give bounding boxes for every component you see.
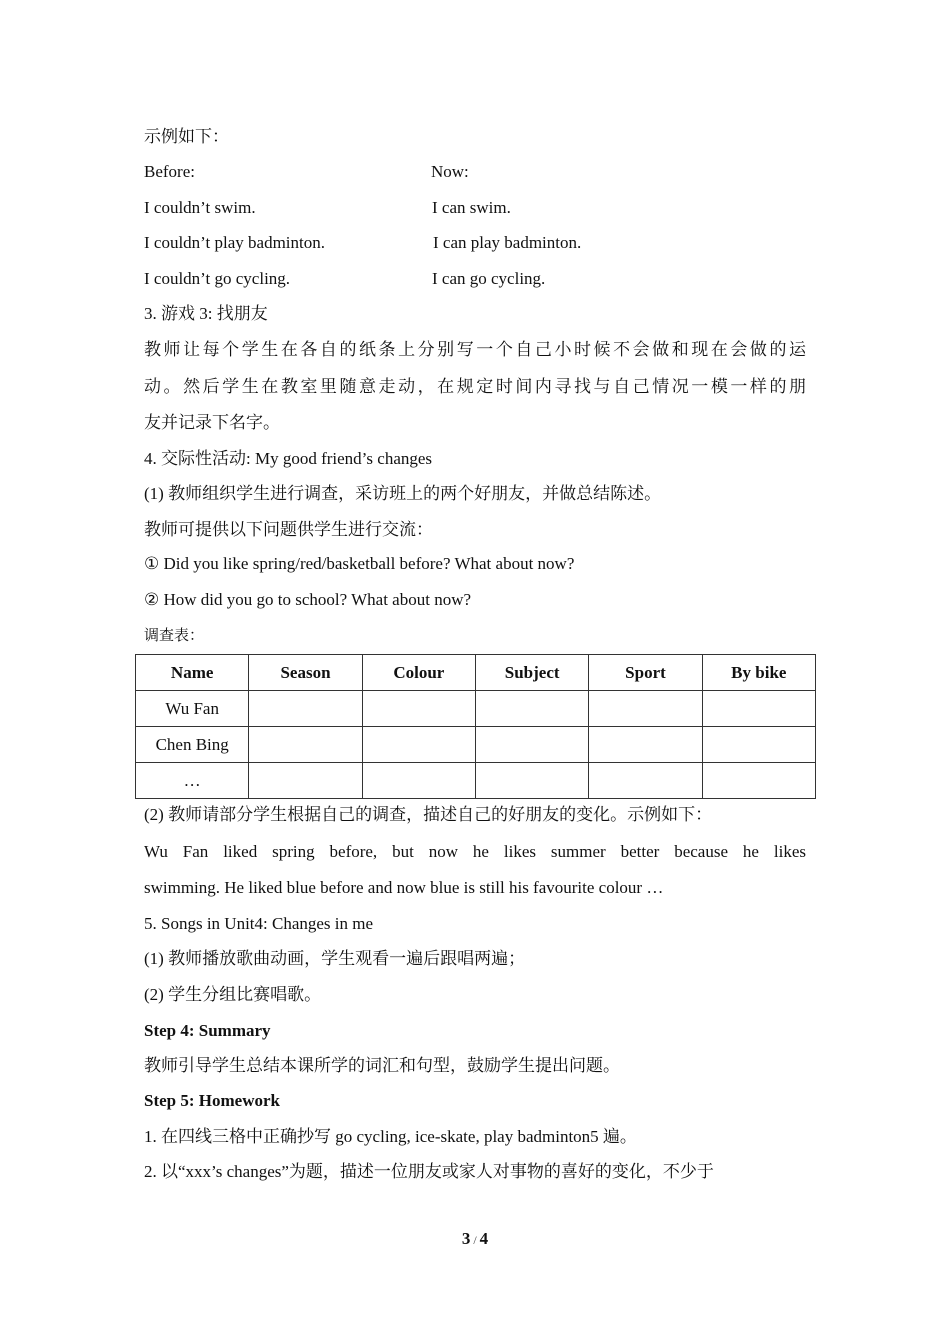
songs5-title: 5. Songs in Unit4: Changes in me [144, 914, 374, 933]
table-cell [362, 727, 475, 763]
before-item: I couldn’t go cycling. [144, 269, 291, 288]
table-row [136, 691, 816, 727]
question-1: ① Did you like spring/red/basketball before? What about now? [144, 554, 575, 573]
survey-table-label: 调查表： [144, 628, 205, 644]
table-cell [475, 763, 588, 799]
current-page: 3 [461, 1229, 471, 1248]
step5-heading: Step 5: Homework [144, 1091, 280, 1110]
example-paragraph-line: Wu Fan liked spring before, but now he likes summer better because he likes [144, 842, 806, 861]
column-header: By bike [702, 655, 815, 691]
table-row [136, 763, 816, 799]
page-number [0, 1229, 950, 1249]
table-cell [702, 727, 815, 763]
table-cell [249, 691, 362, 727]
table-cell: … [136, 763, 249, 799]
intro-text: 示例如下： [144, 127, 229, 146]
column-header: Subject [475, 655, 588, 691]
activity4-step2: (2) 教师请部分学生根据自己的调查，描述自己的好朋友的变化。示例如下： [144, 805, 713, 824]
game3-paragraph-line: 友并记录下名字。 [144, 413, 280, 432]
total-pages: 4 [479, 1229, 489, 1248]
before-item: I couldn’t play badminton. [144, 233, 325, 252]
now-header: Now: [431, 162, 469, 181]
step4-heading: Step 4: Summary [144, 1021, 271, 1040]
table-cell: Wu Fan [136, 691, 249, 727]
songs5-step2: (2) 学生分组比赛唱歌。 [144, 985, 322, 1004]
table-cell [589, 727, 702, 763]
game3-paragraph-line: 动。然后学生在教室里随意走动，在规定时间内寻找与自己情况一模一样的朋 [144, 377, 806, 396]
homework-item-2: 2. 以“xxx’s changes”为题，描述一位朋友或家人对事物的喜好的变化，不少于 [144, 1162, 714, 1181]
column-header: Sport [589, 655, 702, 691]
column-header: Colour [362, 655, 475, 691]
page-separator: / [473, 1233, 477, 1247]
question-2: ② How did you go to school? What about now? [144, 590, 472, 609]
table-cell [249, 763, 362, 799]
table-cell [589, 691, 702, 727]
songs5-step1: (1) 教师播放歌曲动画，学生观看一遍后跟唱两遍； [144, 949, 526, 968]
table-cell [362, 763, 475, 799]
table-cell [589, 763, 702, 799]
table-header-row [136, 655, 816, 691]
game3-paragraph-line: 教师让每个学生在各自的纸条上分别写一个自己小时候不会做和现在会做的运 [144, 340, 806, 359]
before-header: Before: [144, 162, 195, 181]
table-cell [249, 727, 362, 763]
table-cell: Chen Bing [136, 727, 249, 763]
homework-item-1: 1. 在四线三格中正确抄写 go cycling, ice-skate, play badminton5 遍。 [144, 1127, 637, 1146]
column-header: Name [136, 655, 249, 691]
now-item: I can go cycling. [432, 269, 546, 288]
activity4-title: 4. 交际性活动: My good friend’s changes [144, 449, 433, 468]
table-cell [362, 691, 475, 727]
table-cell [475, 691, 588, 727]
game3-title: 3. 游戏 3: 找朋友 [144, 304, 268, 323]
column-header: Season [249, 655, 362, 691]
table-cell [702, 691, 815, 727]
table-row [136, 727, 816, 763]
activity4-step1: (1) 教师组织学生进行调查，采访班上的两个好朋友，并做总结陈述。 [144, 484, 662, 503]
survey-table [135, 654, 816, 799]
table-cell [475, 727, 588, 763]
now-item: I can play badminton. [433, 233, 582, 252]
step4-text: 教师引导学生总结本课所学的词汇和句型，鼓励学生提出问题。 [144, 1056, 620, 1075]
before-item: I couldn’t swim. [144, 198, 256, 217]
table-cell [702, 763, 815, 799]
activity4-hint: 教师可提供以下问题供学生进行交流： [144, 520, 433, 539]
example-paragraph-line: swimming. He liked blue before and now blue is still his favourite colour … [144, 878, 664, 897]
now-item: I can swim. [432, 198, 511, 217]
